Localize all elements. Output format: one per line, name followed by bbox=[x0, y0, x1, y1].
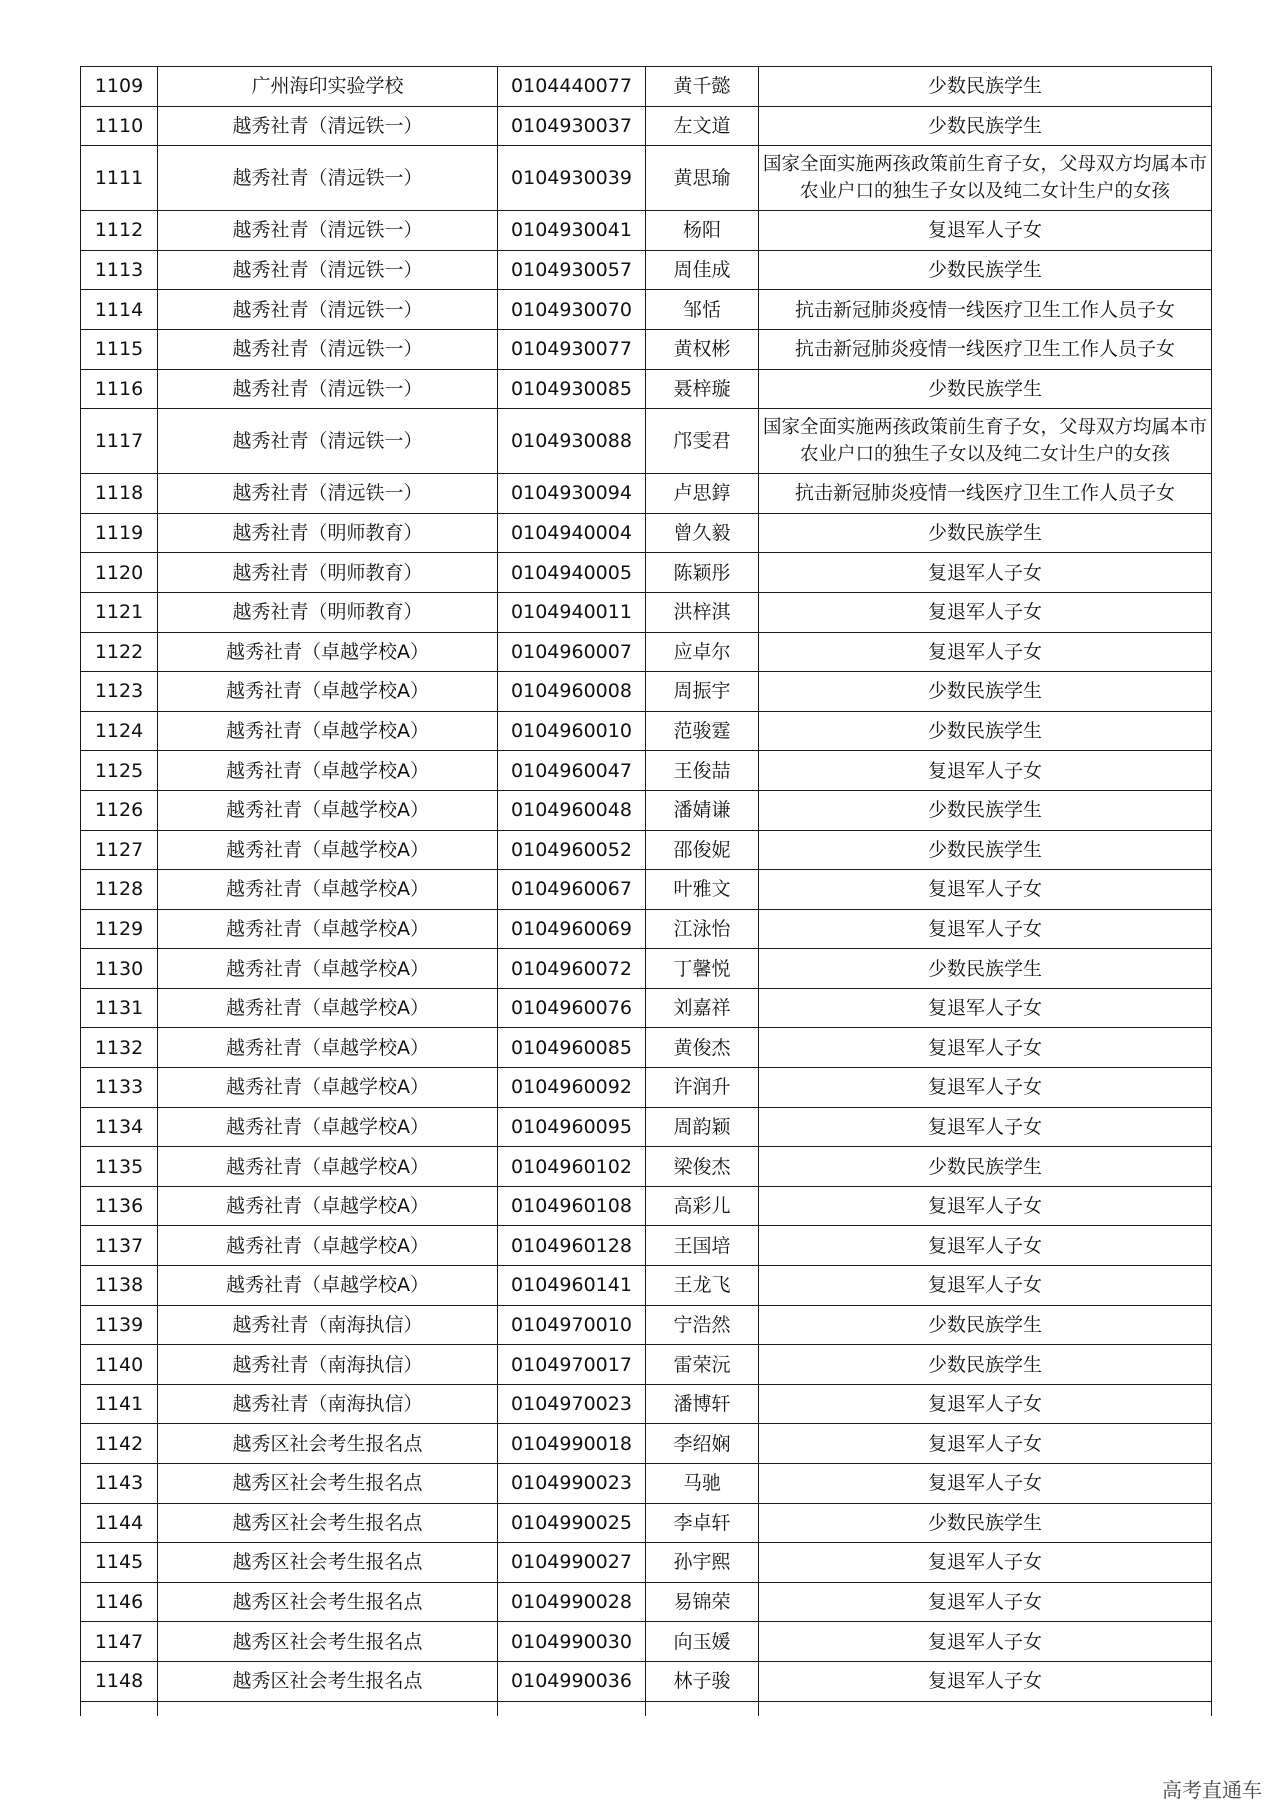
category-cell: 复退军人子女 bbox=[759, 1226, 1212, 1266]
row-number-cell: 1115 bbox=[81, 329, 158, 369]
row-number-cell: 1130 bbox=[81, 949, 158, 989]
school-cell: 越秀社青（南海执信） bbox=[158, 1345, 498, 1385]
school-cell: 越秀社青（卓越学校A） bbox=[158, 909, 498, 949]
category-cell: 复退军人子女 bbox=[759, 988, 1212, 1028]
table-row bbox=[81, 870, 1212, 910]
registration-id-cell: 0104970010 bbox=[498, 1305, 646, 1345]
student-name-cell: 叶雅文 bbox=[646, 870, 759, 910]
registration-id-cell: 0104970023 bbox=[498, 1384, 646, 1424]
school-cell: 越秀社青（卓越学校A） bbox=[158, 949, 498, 989]
category-cell: 复退军人子女 bbox=[759, 1424, 1212, 1464]
school-cell: 越秀区社会考生报名点 bbox=[158, 1503, 498, 1543]
registration-id-cell: 0104960092 bbox=[498, 1068, 646, 1108]
registration-id-cell: 0104990030 bbox=[498, 1622, 646, 1662]
table-row bbox=[81, 369, 1212, 409]
row-number-cell: 1120 bbox=[81, 553, 158, 593]
school-cell: 越秀社青（卓越学校A） bbox=[158, 790, 498, 830]
row-number-cell: 1112 bbox=[81, 211, 158, 251]
category-cell: 少数民族学生 bbox=[759, 250, 1212, 290]
student-name-cell: 王俊喆 bbox=[646, 751, 759, 791]
table-row bbox=[81, 830, 1212, 870]
school-cell: 越秀社青（清远铁一） bbox=[158, 106, 498, 146]
registration-id-cell: 0104960095 bbox=[498, 1107, 646, 1147]
school-cell: 越秀社青（卓越学校A） bbox=[158, 632, 498, 672]
category-cell: 少数民族学生 bbox=[759, 790, 1212, 830]
student-name-cell: 邵俊妮 bbox=[646, 830, 759, 870]
category-cell: 少数民族学生 bbox=[759, 672, 1212, 712]
student-name-cell: 邹恬 bbox=[646, 290, 759, 330]
table-row bbox=[81, 329, 1212, 369]
school-cell: 越秀社青（卓越学校A） bbox=[158, 751, 498, 791]
category-cell: 复退军人子女 bbox=[759, 1464, 1212, 1504]
student-name-cell: 杨阳 bbox=[646, 211, 759, 251]
registration-id-cell: 0104930094 bbox=[498, 474, 646, 514]
row-number-cell: 1126 bbox=[81, 790, 158, 830]
school-cell: 越秀社青（卓越学校A） bbox=[158, 870, 498, 910]
student-name-cell: 梁俊杰 bbox=[646, 1147, 759, 1187]
student-name-cell: 聂梓璇 bbox=[646, 369, 759, 409]
category-cell: 少数民族学生 bbox=[759, 1503, 1212, 1543]
category-cell: 少数民族学生 bbox=[759, 67, 1212, 107]
table-row bbox=[81, 1028, 1212, 1068]
row-number-cell: 1144 bbox=[81, 1503, 158, 1543]
table-continuation-row bbox=[81, 1701, 1212, 1716]
table-row bbox=[81, 909, 1212, 949]
student-name-cell: 林子骏 bbox=[646, 1661, 759, 1701]
category-cell: 少数民族学生 bbox=[759, 1147, 1212, 1187]
row-number-cell: 1110 bbox=[81, 106, 158, 146]
student-name-cell: 李卓轩 bbox=[646, 1503, 759, 1543]
table-row bbox=[81, 988, 1212, 1028]
registration-id-cell: 0104960047 bbox=[498, 751, 646, 791]
student-name-cell: 向玉媛 bbox=[646, 1622, 759, 1662]
registration-id-cell: 0104990027 bbox=[498, 1543, 646, 1583]
row-number-cell: 1139 bbox=[81, 1305, 158, 1345]
student-name-cell: 黄思瑜 bbox=[646, 146, 759, 211]
registration-id-cell: 0104990025 bbox=[498, 1503, 646, 1543]
school-cell: 越秀社青（清远铁一） bbox=[158, 329, 498, 369]
school-cell: 越秀区社会考生报名点 bbox=[158, 1622, 498, 1662]
row-number-cell: 1109 bbox=[81, 67, 158, 107]
category-cell: 复退军人子女 bbox=[759, 1028, 1212, 1068]
table-row bbox=[81, 1424, 1212, 1464]
category-cell: 复退军人子女 bbox=[759, 632, 1212, 672]
registration-id-cell: 0104940004 bbox=[498, 513, 646, 553]
table-row bbox=[81, 1266, 1212, 1306]
row-number-cell: 1129 bbox=[81, 909, 158, 949]
registration-id-cell: 0104960067 bbox=[498, 870, 646, 910]
category-cell: 复退军人子女 bbox=[759, 1186, 1212, 1226]
school-cell: 越秀社青（南海执信） bbox=[158, 1384, 498, 1424]
student-name-cell: 卢思錞 bbox=[646, 474, 759, 514]
table-row bbox=[81, 1384, 1212, 1424]
school-cell: 越秀社青（明师教育） bbox=[158, 592, 498, 632]
table-row bbox=[81, 751, 1212, 791]
table-row bbox=[81, 1186, 1212, 1226]
student-name-cell: 易锦荣 bbox=[646, 1582, 759, 1622]
table-row bbox=[81, 672, 1212, 712]
school-cell: 越秀区社会考生报名点 bbox=[158, 1464, 498, 1504]
category-cell: 国家全面实施两孩政策前生育子女，父母双方均属本市农业户口的独生子女以及纯二女计生户的女孩 bbox=[759, 409, 1212, 474]
student-name-cell: 刘嘉祥 bbox=[646, 988, 759, 1028]
row-number-cell: 1114 bbox=[81, 290, 158, 330]
student-name-cell: 王国培 bbox=[646, 1226, 759, 1266]
row-number-cell: 1134 bbox=[81, 1107, 158, 1147]
school-cell: 越秀社青（卓越学校A） bbox=[158, 1028, 498, 1068]
table-row bbox=[81, 1107, 1212, 1147]
empty-cell bbox=[759, 1701, 1212, 1716]
school-cell: 越秀社青（南海执信） bbox=[158, 1305, 498, 1345]
table-row bbox=[81, 1543, 1212, 1583]
category-cell: 抗击新冠肺炎疫情一线医疗卫生工作人员子女 bbox=[759, 329, 1212, 369]
registration-id-cell: 0104960069 bbox=[498, 909, 646, 949]
row-number-cell: 1111 bbox=[81, 146, 158, 211]
student-name-cell: 黄权彬 bbox=[646, 329, 759, 369]
row-number-cell: 1145 bbox=[81, 1543, 158, 1583]
row-number-cell: 1121 bbox=[81, 592, 158, 632]
table-row bbox=[81, 1464, 1212, 1504]
school-cell: 越秀社青（卓越学校A） bbox=[158, 1186, 498, 1226]
row-number-cell: 1132 bbox=[81, 1028, 158, 1068]
category-cell: 复退军人子女 bbox=[759, 1582, 1212, 1622]
row-number-cell: 1141 bbox=[81, 1384, 158, 1424]
table-row bbox=[81, 1661, 1212, 1701]
empty-cell bbox=[498, 1701, 646, 1716]
table-row bbox=[81, 711, 1212, 751]
category-cell: 复退军人子女 bbox=[759, 592, 1212, 632]
category-cell: 复退军人子女 bbox=[759, 751, 1212, 791]
registration-id-cell: 0104960048 bbox=[498, 790, 646, 830]
table-row bbox=[81, 790, 1212, 830]
school-cell: 越秀社青（卓越学校A） bbox=[158, 1266, 498, 1306]
table-row bbox=[81, 592, 1212, 632]
category-cell: 少数民族学生 bbox=[759, 369, 1212, 409]
table-row bbox=[81, 632, 1212, 672]
registration-id-cell: 0104960008 bbox=[498, 672, 646, 712]
registration-id-cell: 0104930041 bbox=[498, 211, 646, 251]
school-cell: 越秀社青（卓越学校A） bbox=[158, 672, 498, 712]
school-cell: 越秀社青（卓越学校A） bbox=[158, 1147, 498, 1187]
student-name-cell: 宁浩然 bbox=[646, 1305, 759, 1345]
school-cell: 越秀社青（卓越学校A） bbox=[158, 711, 498, 751]
student-name-cell: 潘博轩 bbox=[646, 1384, 759, 1424]
school-cell: 越秀社青（清远铁一） bbox=[158, 474, 498, 514]
school-cell: 越秀社青（卓越学校A） bbox=[158, 1226, 498, 1266]
registration-id-cell: 0104960007 bbox=[498, 632, 646, 672]
table-row bbox=[81, 290, 1212, 330]
school-cell: 越秀社青（卓越学校A） bbox=[158, 988, 498, 1028]
registration-id-cell: 0104960141 bbox=[498, 1266, 646, 1306]
watermark-text: 高考直通车 bbox=[1162, 1778, 1262, 1802]
student-name-cell: 马驰 bbox=[646, 1464, 759, 1504]
empty-cell bbox=[81, 1701, 158, 1716]
empty-cell bbox=[158, 1701, 498, 1716]
school-cell: 广州海印实验学校 bbox=[158, 67, 498, 107]
registration-id-cell: 0104960085 bbox=[498, 1028, 646, 1068]
student-name-cell: 李绍娴 bbox=[646, 1424, 759, 1464]
student-name-cell: 邝雯君 bbox=[646, 409, 759, 474]
row-number-cell: 1125 bbox=[81, 751, 158, 791]
school-cell: 越秀社青（卓越学校A） bbox=[158, 830, 498, 870]
category-cell: 少数民族学生 bbox=[759, 106, 1212, 146]
registration-id-cell: 0104960108 bbox=[498, 1186, 646, 1226]
table-row bbox=[81, 513, 1212, 553]
row-number-cell: 1140 bbox=[81, 1345, 158, 1385]
row-number-cell: 1124 bbox=[81, 711, 158, 751]
registration-id-cell: 0104940005 bbox=[498, 553, 646, 593]
student-name-cell: 左文道 bbox=[646, 106, 759, 146]
category-cell: 少数民族学生 bbox=[759, 513, 1212, 553]
category-cell: 抗击新冠肺炎疫情一线医疗卫生工作人员子女 bbox=[759, 290, 1212, 330]
category-cell: 复退军人子女 bbox=[759, 1622, 1212, 1662]
student-name-cell: 雷荣沅 bbox=[646, 1345, 759, 1385]
student-name-cell: 曾久毅 bbox=[646, 513, 759, 553]
category-cell: 少数民族学生 bbox=[759, 949, 1212, 989]
school-cell: 越秀社青（清远铁一） bbox=[158, 369, 498, 409]
category-cell: 复退军人子女 bbox=[759, 1107, 1212, 1147]
category-cell: 复退军人子女 bbox=[759, 553, 1212, 593]
row-number-cell: 1113 bbox=[81, 250, 158, 290]
school-cell: 越秀社青（清远铁一） bbox=[158, 211, 498, 251]
school-cell: 越秀社青（卓越学校A） bbox=[158, 1107, 498, 1147]
row-number-cell: 1137 bbox=[81, 1226, 158, 1266]
table-row bbox=[81, 949, 1212, 989]
registration-id-cell: 0104960072 bbox=[498, 949, 646, 989]
row-number-cell: 1133 bbox=[81, 1068, 158, 1108]
student-name-cell: 潘婧谦 bbox=[646, 790, 759, 830]
table-row bbox=[81, 1503, 1212, 1543]
category-cell: 抗击新冠肺炎疫情一线医疗卫生工作人员子女 bbox=[759, 474, 1212, 514]
table-row bbox=[81, 1305, 1212, 1345]
table-row bbox=[81, 1582, 1212, 1622]
row-number-cell: 1122 bbox=[81, 632, 158, 672]
registration-id-cell: 0104990018 bbox=[498, 1424, 646, 1464]
student-name-cell: 周韵颖 bbox=[646, 1107, 759, 1147]
registration-id-cell: 0104990036 bbox=[498, 1661, 646, 1701]
registration-id-cell: 0104930077 bbox=[498, 329, 646, 369]
school-cell: 越秀社青（清远铁一） bbox=[158, 250, 498, 290]
registration-id-cell: 0104930085 bbox=[498, 369, 646, 409]
registration-id-cell: 0104440077 bbox=[498, 67, 646, 107]
registration-id-cell: 0104960128 bbox=[498, 1226, 646, 1266]
roster-table-body bbox=[81, 67, 1212, 1716]
table-row bbox=[81, 67, 1212, 107]
registration-id-cell: 0104990023 bbox=[498, 1464, 646, 1504]
registration-id-cell: 0104930039 bbox=[498, 146, 646, 211]
student-name-cell: 陈颖彤 bbox=[646, 553, 759, 593]
category-cell: 复退军人子女 bbox=[759, 870, 1212, 910]
row-number-cell: 1143 bbox=[81, 1464, 158, 1504]
table-row bbox=[81, 474, 1212, 514]
table-row bbox=[81, 1226, 1212, 1266]
registration-id-cell: 0104970017 bbox=[498, 1345, 646, 1385]
category-cell: 复退军人子女 bbox=[759, 1661, 1212, 1701]
row-number-cell: 1128 bbox=[81, 870, 158, 910]
category-cell: 少数民族学生 bbox=[759, 830, 1212, 870]
table-row bbox=[81, 250, 1212, 290]
school-cell: 越秀社青（清远铁一） bbox=[158, 409, 498, 474]
category-cell: 复退军人子女 bbox=[759, 909, 1212, 949]
row-number-cell: 1127 bbox=[81, 830, 158, 870]
category-cell: 复退军人子女 bbox=[759, 1266, 1212, 1306]
category-cell: 复退军人子女 bbox=[759, 1384, 1212, 1424]
student-name-cell: 周佳成 bbox=[646, 250, 759, 290]
school-cell: 越秀社青（卓越学校A） bbox=[158, 1068, 498, 1108]
school-cell: 越秀区社会考生报名点 bbox=[158, 1543, 498, 1583]
school-cell: 越秀社青（明师教育） bbox=[158, 513, 498, 553]
student-name-cell: 范骏霆 bbox=[646, 711, 759, 751]
student-name-cell: 许润升 bbox=[646, 1068, 759, 1108]
row-number-cell: 1148 bbox=[81, 1661, 158, 1701]
student-name-cell: 丁馨悦 bbox=[646, 949, 759, 989]
row-number-cell: 1119 bbox=[81, 513, 158, 553]
row-number-cell: 1136 bbox=[81, 1186, 158, 1226]
registration-id-cell: 0104990028 bbox=[498, 1582, 646, 1622]
category-cell: 少数民族学生 bbox=[759, 711, 1212, 751]
row-number-cell: 1142 bbox=[81, 1424, 158, 1464]
table-row bbox=[81, 106, 1212, 146]
registration-id-cell: 0104940011 bbox=[498, 592, 646, 632]
row-number-cell: 1116 bbox=[81, 369, 158, 409]
category-cell: 复退军人子女 bbox=[759, 1068, 1212, 1108]
row-number-cell: 1147 bbox=[81, 1622, 158, 1662]
category-cell: 少数民族学生 bbox=[759, 1345, 1212, 1385]
student-name-cell: 王龙飞 bbox=[646, 1266, 759, 1306]
school-cell: 越秀社青（明师教育） bbox=[158, 553, 498, 593]
category-cell: 少数民族学生 bbox=[759, 1305, 1212, 1345]
student-name-cell: 应卓尔 bbox=[646, 632, 759, 672]
roster-table-container bbox=[80, 66, 1211, 1716]
table-row bbox=[81, 1147, 1212, 1187]
registration-id-cell: 0104930088 bbox=[498, 409, 646, 474]
table-row bbox=[81, 1068, 1212, 1108]
school-cell: 越秀社青（清远铁一） bbox=[158, 146, 498, 211]
row-number-cell: 1138 bbox=[81, 1266, 158, 1306]
row-number-cell: 1123 bbox=[81, 672, 158, 712]
row-number-cell: 1131 bbox=[81, 988, 158, 1028]
roster-table bbox=[80, 66, 1212, 1716]
registration-id-cell: 0104960076 bbox=[498, 988, 646, 1028]
table-row bbox=[81, 1345, 1212, 1385]
student-name-cell: 孙宇熙 bbox=[646, 1543, 759, 1583]
school-cell: 越秀区社会考生报名点 bbox=[158, 1582, 498, 1622]
student-name-cell: 黄俊杰 bbox=[646, 1028, 759, 1068]
registration-id-cell: 0104930037 bbox=[498, 106, 646, 146]
row-number-cell: 1118 bbox=[81, 474, 158, 514]
student-name-cell: 黄千懿 bbox=[646, 67, 759, 107]
registration-id-cell: 0104960052 bbox=[498, 830, 646, 870]
row-number-cell: 1117 bbox=[81, 409, 158, 474]
school-cell: 越秀社青（清远铁一） bbox=[158, 290, 498, 330]
empty-cell bbox=[646, 1701, 759, 1716]
row-number-cell: 1135 bbox=[81, 1147, 158, 1187]
school-cell: 越秀区社会考生报名点 bbox=[158, 1661, 498, 1701]
table-row bbox=[81, 409, 1212, 474]
table-row bbox=[81, 146, 1212, 211]
student-name-cell: 江泳怡 bbox=[646, 909, 759, 949]
registration-id-cell: 0104960010 bbox=[498, 711, 646, 751]
table-row bbox=[81, 211, 1212, 251]
row-number-cell: 1146 bbox=[81, 1582, 158, 1622]
category-cell: 复退军人子女 bbox=[759, 1543, 1212, 1583]
student-name-cell: 周振宇 bbox=[646, 672, 759, 712]
category-cell: 国家全面实施两孩政策前生育子女，父母双方均属本市农业户口的独生子女以及纯二女计生户的女孩 bbox=[759, 146, 1212, 211]
registration-id-cell: 0104930070 bbox=[498, 290, 646, 330]
school-cell: 越秀区社会考生报名点 bbox=[158, 1424, 498, 1464]
student-name-cell: 高彩儿 bbox=[646, 1186, 759, 1226]
table-row bbox=[81, 553, 1212, 593]
student-name-cell: 洪梓淇 bbox=[646, 592, 759, 632]
registration-id-cell: 0104930057 bbox=[498, 250, 646, 290]
category-cell: 复退军人子女 bbox=[759, 211, 1212, 251]
table-row bbox=[81, 1622, 1212, 1662]
registration-id-cell: 0104960102 bbox=[498, 1147, 646, 1187]
